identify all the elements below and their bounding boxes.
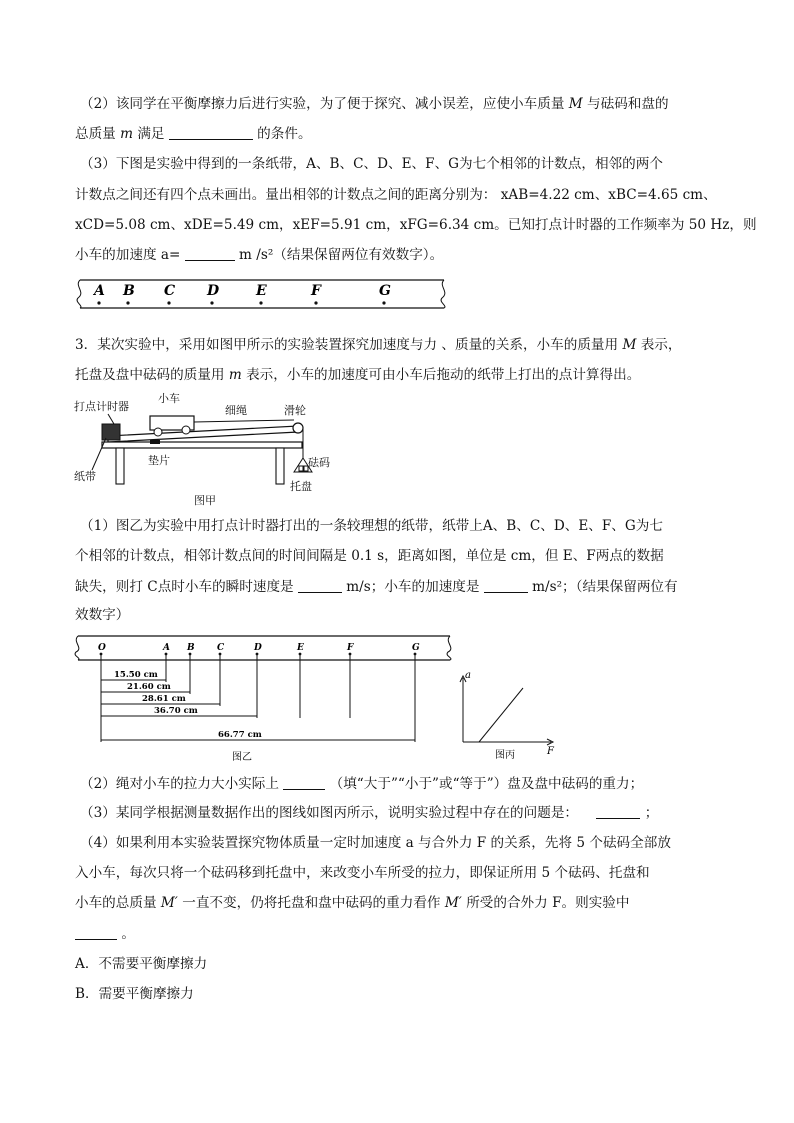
text: m /s²（结果保留两位有效数字）。: [239, 247, 444, 263]
text: 与砝码和盘的: [587, 96, 669, 112]
var-M-prime: M′: [444, 895, 462, 911]
tape1-label-A: A: [94, 283, 105, 299]
paper-tape-1: [72, 276, 452, 316]
distance-values: xAB=4.22 cm、xBC=4.65 cm、: [500, 187, 717, 203]
dist-OB: 21.60 cm: [127, 682, 171, 692]
board: [108, 426, 298, 442]
table-leg: [276, 448, 284, 484]
label-tray: 托盘: [290, 480, 312, 493]
text: （3）某同学根据测量数据作出的图线如图丙所示，说明实验过程中存在的问题是：: [80, 805, 579, 821]
dist-OD: 36.70 cm: [154, 706, 198, 716]
rope-line: [194, 420, 294, 422]
q2-part3-line1: [80, 155, 740, 173]
caption-yi: 图乙: [232, 752, 252, 763]
answer-blank[interactable]: [283, 775, 325, 790]
table-top: [102, 442, 302, 448]
table-leg: [116, 448, 124, 484]
label-pulley: 滑轮: [284, 404, 306, 417]
label-tape: 纸带: [74, 470, 96, 483]
text: 入小车，每次只将一个砝码移到托盘中，来改变小车所受的拉力，即保证所用 5 个砝码、托盘和: [75, 865, 650, 881]
figure-a-F-graph: [455, 668, 565, 762]
wheel-icon: [182, 426, 190, 434]
q3-intro-line2: [75, 366, 735, 384]
tape2-label-O: O: [98, 643, 106, 653]
text: （3）下图是实验中得到的一条纸带，A、B、C、D、E、F、G为七个相邻的计数点，相邻的两个: [80, 156, 663, 172]
var-M: M: [568, 96, 583, 112]
text: 一直不变，仍将托盘和盘中砝码的重力看作: [182, 895, 441, 911]
text: （2）该同学在平衡摩擦力后进行实验，为了便于探究、减小误差，应使小车质量: [80, 96, 565, 112]
y-label: a: [465, 670, 471, 681]
dist-OA: 15.50 cm: [114, 670, 158, 680]
q3-part4-line4: [75, 925, 735, 943]
graph-line: [479, 688, 523, 742]
text: （1）图乙为实验中用打点计时器打出的一条较理想的纸带，纸带上A、B、C、D、E、F、G为七: [80, 518, 663, 534]
tape1-label-G: G: [379, 283, 391, 299]
tape1-label-D: D: [207, 283, 220, 299]
option-b[interactable]: [75, 985, 735, 1003]
q2-part2-line1: [80, 95, 740, 113]
text: 小车的加速度 a=: [75, 247, 181, 263]
text: xCD=5.08 cm、xDE=5.49 cm，xEF=5.91 cm，xFG=6.34 cm。已知打点计时器的工作频率为 50 Hz，则: [75, 217, 757, 233]
q3-part1-line3: [75, 578, 735, 596]
text: m/s²；（结果保留两位有: [532, 579, 678, 595]
tape2-label-D: D: [254, 643, 262, 653]
figure-apparatus: [72, 388, 342, 510]
var-M-prime: M′: [160, 895, 178, 911]
text: 满足: [137, 126, 165, 142]
label-cart: 小车: [158, 392, 180, 405]
answer-blank[interactable]: [75, 925, 117, 940]
text: 效数字）: [75, 607, 130, 623]
answer-blank-acceleration[interactable]: [484, 578, 528, 593]
q2-part3-line4: [75, 246, 735, 264]
tape1-dot: [314, 301, 317, 304]
text: 所受的合外力 F。则实验中: [466, 895, 630, 911]
tape1-label-F: F: [311, 283, 321, 299]
option-a[interactable]: [75, 955, 735, 973]
tape2-label-C: C: [217, 643, 225, 653]
text: 缺失，则打 C点时小车的瞬时速度是: [75, 579, 294, 595]
q3-part1-line4: [75, 606, 735, 624]
text: （2）绳对小车的拉力大小实际上: [80, 776, 279, 792]
text: 表示，小车的加速度可由小车后拖动的纸带上打出的点计算得出。: [246, 367, 641, 383]
tape1-dot: [382, 301, 385, 304]
label-rope: 细绳: [225, 404, 247, 417]
tape1-dot: [126, 301, 129, 304]
text: 3．某次实验中，采用如图甲所示的实验装置探究加速度与力 、质量的关系，小车的质量用: [75, 337, 619, 353]
q3-part4-line1: [80, 834, 740, 852]
q2-part3-line3: [75, 216, 757, 234]
tape1-dot: [210, 301, 213, 304]
tape1-label-C: C: [164, 283, 176, 299]
text: 托盘及盘中砝码的质量用: [75, 367, 225, 383]
tape2-label-F: F: [347, 643, 354, 653]
dist-OC: 28.61 cm: [142, 694, 186, 704]
tape1-label-B: B: [123, 283, 135, 299]
answer-blank[interactable]: [185, 246, 235, 261]
text: 。: [121, 926, 135, 942]
text: A．不需要平衡摩擦力: [75, 956, 208, 972]
tape1-label-E: E: [256, 283, 267, 299]
text: ；: [644, 805, 659, 821]
q3-part2: [80, 775, 740, 793]
text: （4）如果利用本实验装置探究物体质量一定时加速度 a 与合外力 F 的关系，先将 5 个砝码全部放: [80, 835, 671, 851]
tape1-dot: [167, 301, 170, 304]
label-pad: 垫片: [148, 454, 170, 467]
q3-part4-line2: [75, 864, 735, 882]
text: （填“大于”“小于”或“等于”）盘及盘中砝码的重力；: [329, 776, 644, 792]
answer-blank[interactable]: [169, 125, 253, 140]
tape1-dot: [259, 301, 262, 304]
var-m: m: [120, 126, 133, 142]
label-timer: 打点计时器: [74, 400, 129, 413]
text: 表示，: [640, 337, 682, 353]
q3-part1-line2: [75, 547, 735, 565]
pad-icon: [150, 440, 160, 444]
q2-part2-line2: [75, 125, 735, 143]
tape2-label-E: E: [297, 643, 304, 653]
text: 小车的总质量: [75, 895, 157, 911]
x-label: F: [547, 746, 554, 757]
q2-part3-line2: [75, 186, 735, 204]
answer-blank-velocity[interactable]: [298, 578, 342, 593]
text: m/s；小车的加速度是: [346, 579, 480, 595]
caption-jia: 图甲: [194, 494, 216, 507]
wheel-icon: [154, 428, 162, 436]
tape2-label-A: A: [163, 643, 170, 653]
q3-part1-line1: [80, 517, 740, 535]
text: 总质量: [75, 126, 116, 142]
text: 的条件。: [257, 126, 312, 142]
q3-part4-line3: [75, 894, 735, 912]
tape2-label-G: G: [412, 643, 420, 653]
pulley-icon: [293, 423, 303, 433]
text: 个相邻的计数点，相邻计数点间的时间间隔是 0.1 s，距离如图，单位是 cm，但 E、F两点的数据: [75, 548, 664, 564]
tape-line: [92, 438, 106, 470]
figure-tape-2: [72, 632, 457, 766]
dist-OG: 66.77 cm: [218, 730, 262, 740]
tape1-dot: [97, 301, 100, 304]
caption-bing: 图丙: [495, 750, 515, 761]
answer-blank[interactable]: [596, 804, 640, 819]
text: B．需要平衡摩擦力: [75, 986, 194, 1002]
timer-icon: [102, 424, 120, 440]
var-M: M: [622, 337, 637, 353]
text: 计数点之间还有四个点未画出。量出相邻的计数点之间的距离分别为：: [75, 187, 497, 203]
tape2-label-B: B: [187, 643, 195, 653]
q3-part3: [80, 804, 740, 822]
label-weights: 砝码: [308, 456, 330, 469]
q3-intro-line1: [75, 336, 735, 354]
var-m: m: [228, 367, 242, 383]
